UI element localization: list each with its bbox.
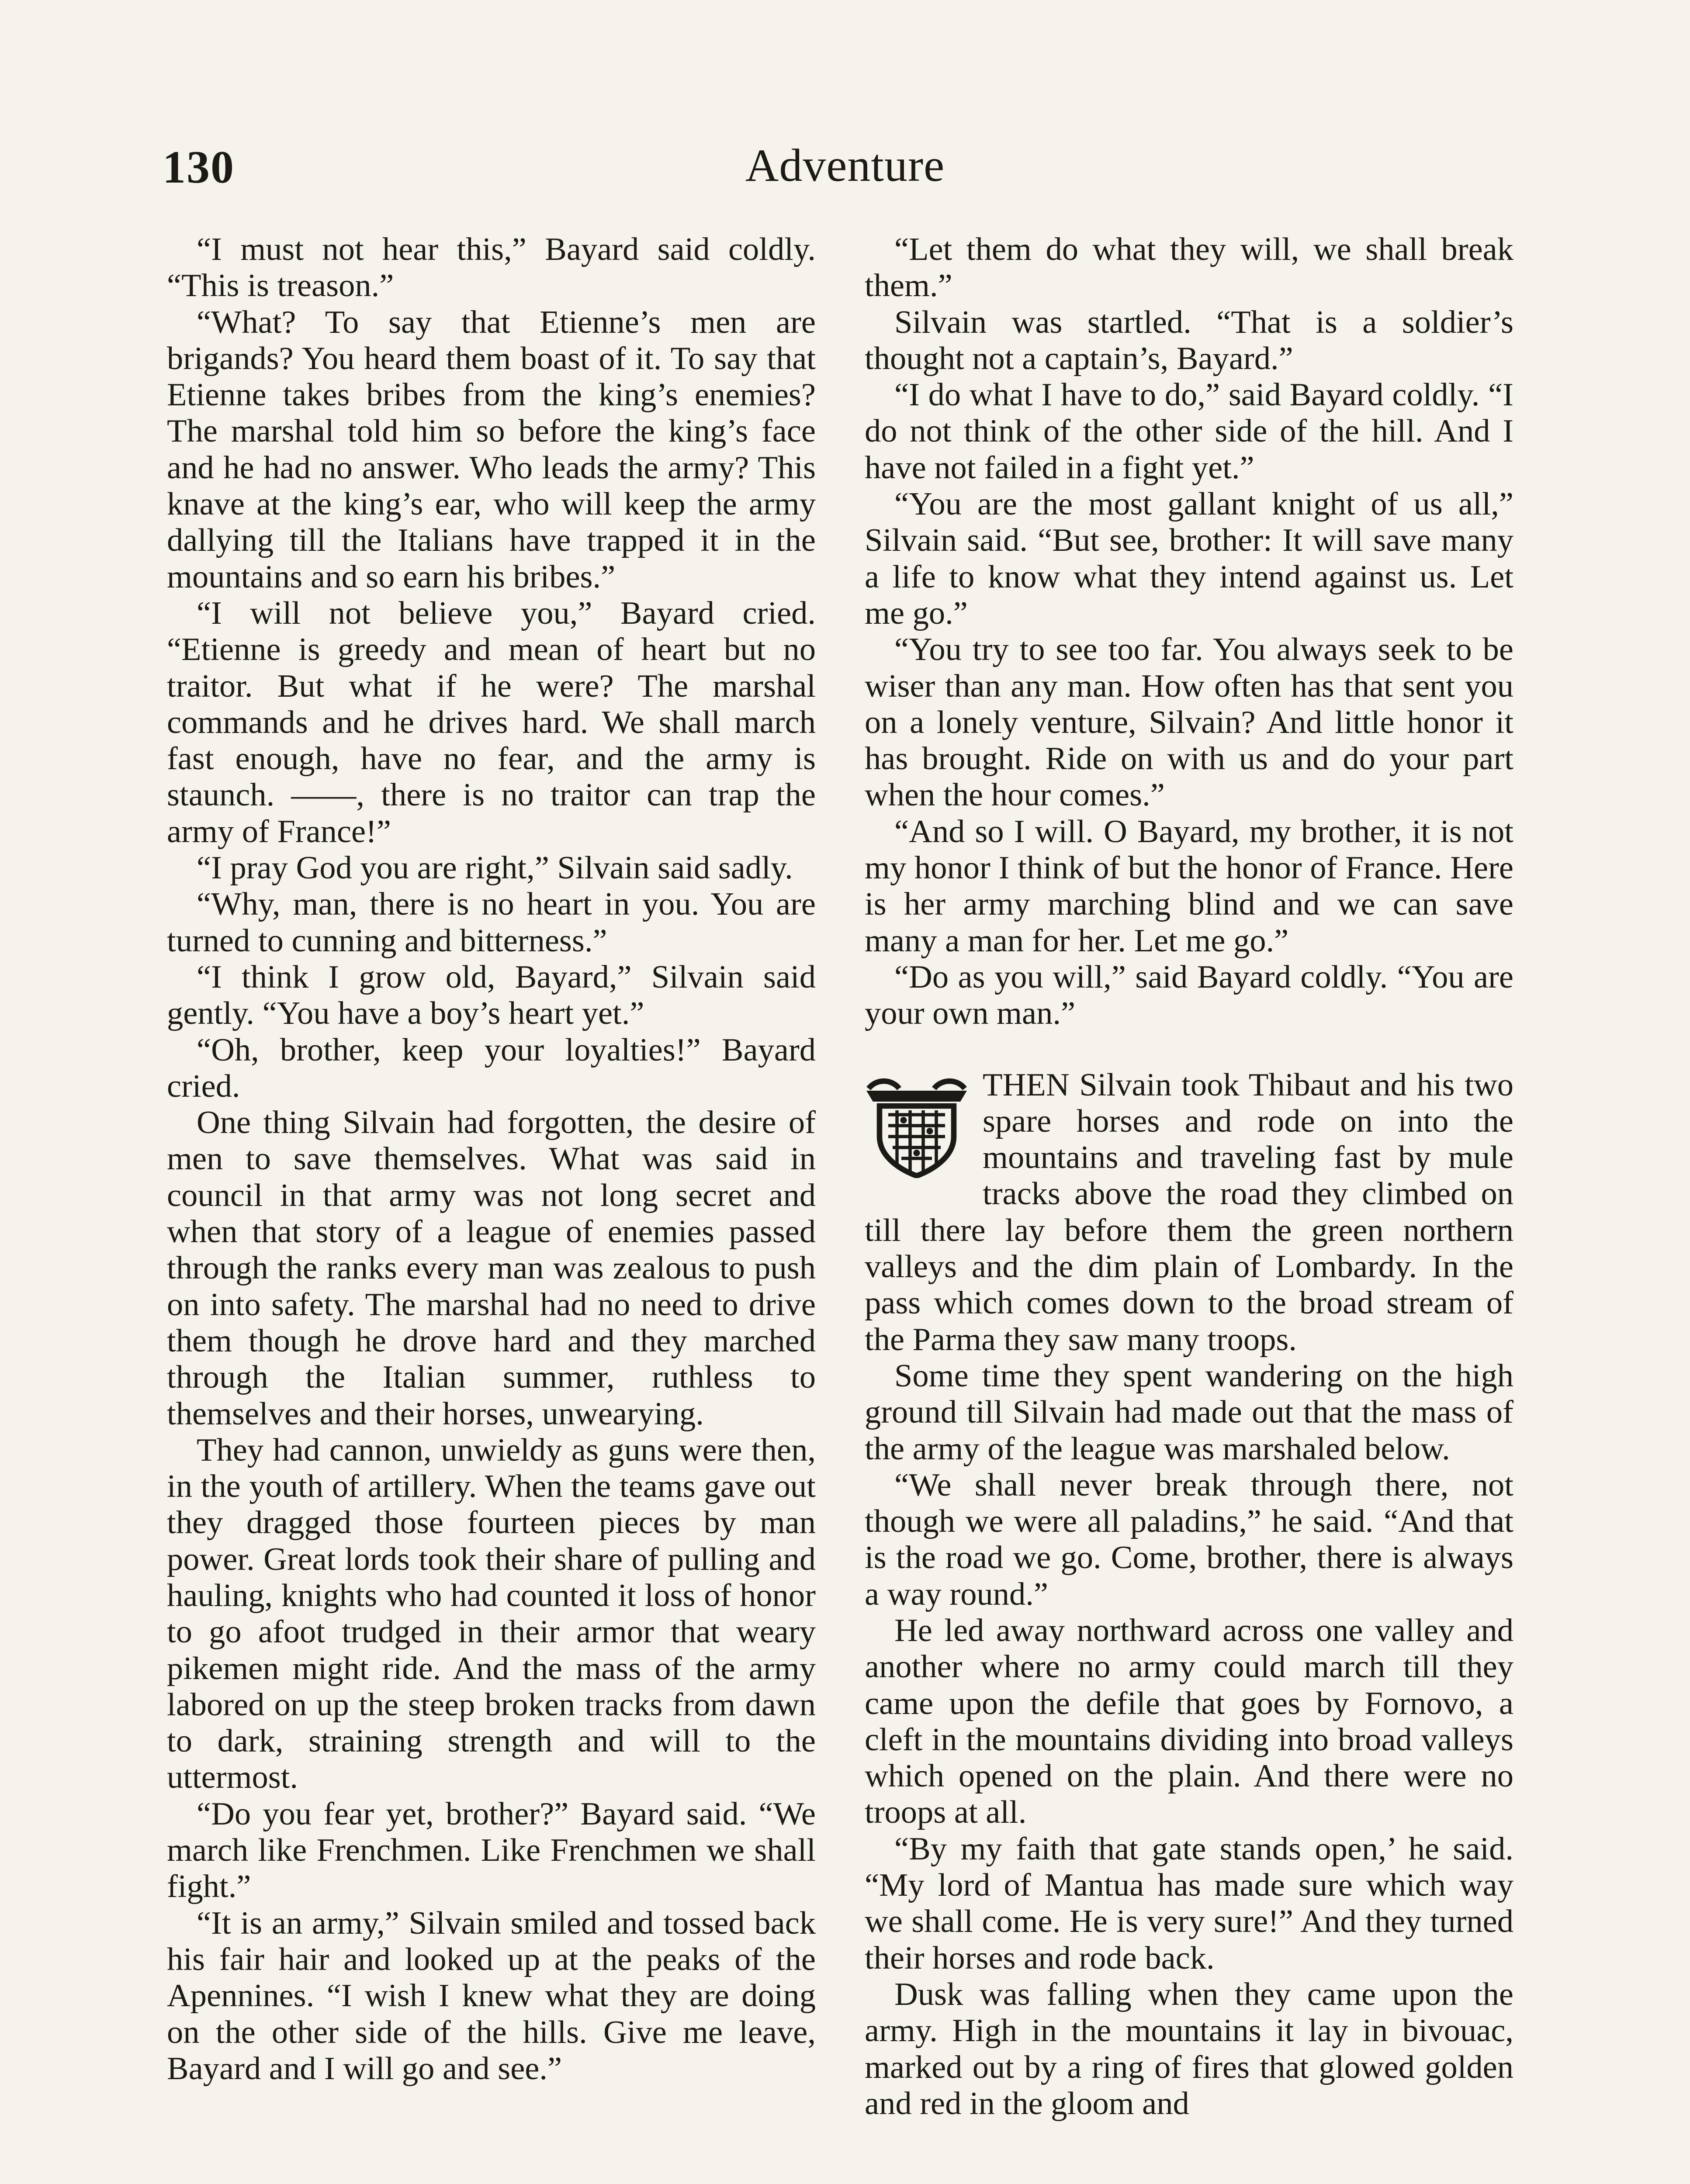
paragraph: “And so I will. O Bayard, my brother, it is not my honor I think of but the honor of France. Here is her army marching blind and we can save many a man for her. Let me go.” <box>865 813 1513 959</box>
paragraph: “I must not hear this,” Bayard said coldly. “This is treason.” <box>167 232 816 304</box>
paragraph: “By my faith that gate stands open,’ he said. “My lord of Mantua has made sure which way we shall come. He is very sure!” And they turned their horses and rode back. <box>865 1831 1513 1976</box>
paragraph: “I will not believe you,” Bayard cried. “Etienne is greedy and mean of heart but no traitor. But what if he were? The marshal commands and he drives hard. We shall march fast enough, have no fear, and the army is staunch. ——, there is no traitor can trap the army of France!” <box>167 595 816 850</box>
running-title: Adventure <box>745 140 945 191</box>
paragraph: “Oh, brother, keep your loyalties!” Bayard cried. <box>167 1032 816 1104</box>
paragraph: Some time they spent wandering on the high ground till Silvain had made out that the mass of the army of the league was marshaled below. <box>865 1358 1513 1467</box>
paragraph: “Why, man, there is no heart in you. You are turned to cunning and bitterness.” <box>167 886 816 959</box>
section-opening <box>865 1067 1513 1358</box>
page-number: 130 <box>163 142 235 193</box>
right-column <box>865 232 1513 2184</box>
paragraph: “Let them do what they will, we shall break them.” <box>865 232 1513 304</box>
paragraph: “I do what I have to do,” said Bayard coldly. “I do not think of the other side of the hill. And I have not failed in a fight yet.” <box>865 377 1513 486</box>
paragraph: “Do you fear yet, brother?” Bayard said. “We march like Frenchmen. Like Frenchmen we shall fight.” <box>167 1796 816 1905</box>
paragraph: “We shall never break through there, not though we were all paladins,” he said. “And that is the road we go. Come, brother, there is always a way round.” <box>865 1467 1513 1612</box>
paragraph: “I pray God you are right,” Silvain said sadly. <box>197 850 793 886</box>
paragraph: “You try to see too far. You always seek to be wiser than any man. How often has that sent you on a lonely venture, Silvain? And little honor it has brought. Ride on with us and do your part when the hour comes.” <box>865 632 1513 813</box>
paragraph: “You are the most gallant knight of us all,” Silvain said. “But see, brother: It will save many a life to know what they intend against us. Let me go.” <box>865 486 1513 631</box>
paragraph: Dusk was falling when they came upon the army. High in the mountains it lay in bivouac, marked out by a ring of fires that glowed golden and red in the gloom and <box>865 1976 1513 2122</box>
paragraph: “Do as you will,” said Bayard coldly. “You are your own man.” <box>865 959 1513 1032</box>
paragraph: “It is an army,” Silvain smiled and tossed back his fair hair and looked up at the peaks of the Apennines. “I wish I knew what they are doing on the other side of the hills. Give me leave, Bayard and I will go and see.” <box>167 1905 816 2087</box>
paragraph: Silvain was startled. “That is a soldier’s thought not a captain’s, Bayard.” <box>865 304 1513 377</box>
paragraph: “What? To say that Etienne’s men are brigands? You heard them boast of it. To say that Etienne takes bribes from the king’s enemies? The marshal told him so before the king’s face and he had no answer. Who leads the army? This knave at the king’s ear, who will keep the army dallying till the Italians have trapped it in the mountains and so earn his bribes.” <box>167 304 816 595</box>
paragraph: One thing Silvain had forgotten, the desire of men to save themselves. What was said in council in that army was not long secret and when that story of a league of enemies passed through the ranks every man was zealous to push on into safety. The marshal had no need to drive them though he drove hard and they marched through the Italian summer, ruthless to themselves and their horses, unwearying. <box>167 1105 816 1432</box>
paragraph: THEN Silvain took Thibaut and his two spare horses and rode on into the mountains and traveling fast by mule tracks above the road they climbed on till there lay before them the green northern valleys and the dim plain of Lombardy. In the pass which comes down to the broad stream of the Parma they saw many troops. <box>865 1067 1513 1358</box>
paragraph: They had cannon, unwieldy as guns were then, in the youth of artillery. When the teams gave out they dragged those fourteen pieces by man power. Great lords took their share of pulling and hauling, knights who had counted it loss of honor to go afoot trudged in their armor that weary pikemen might ride. And the mass of the army labored on up the steep broken tracks from dawn to dark, straining strength and will to the uttermost. <box>167 1432 816 1796</box>
paragraph: “I think I grow old, Bayard,” Silvain said gently. “You have a boy’s heart yet.” <box>167 959 816 1032</box>
left-column <box>167 232 816 2184</box>
heraldic-shield-ornament-icon <box>865 1069 971 1178</box>
paragraph: He led away northward across one valley and another where no army could march till they came upon the defile that goes by Fornovo, a cleft in the mountains dividing into broad valleys which opened on the plain. And there were no troops at all. <box>865 1612 1513 1831</box>
